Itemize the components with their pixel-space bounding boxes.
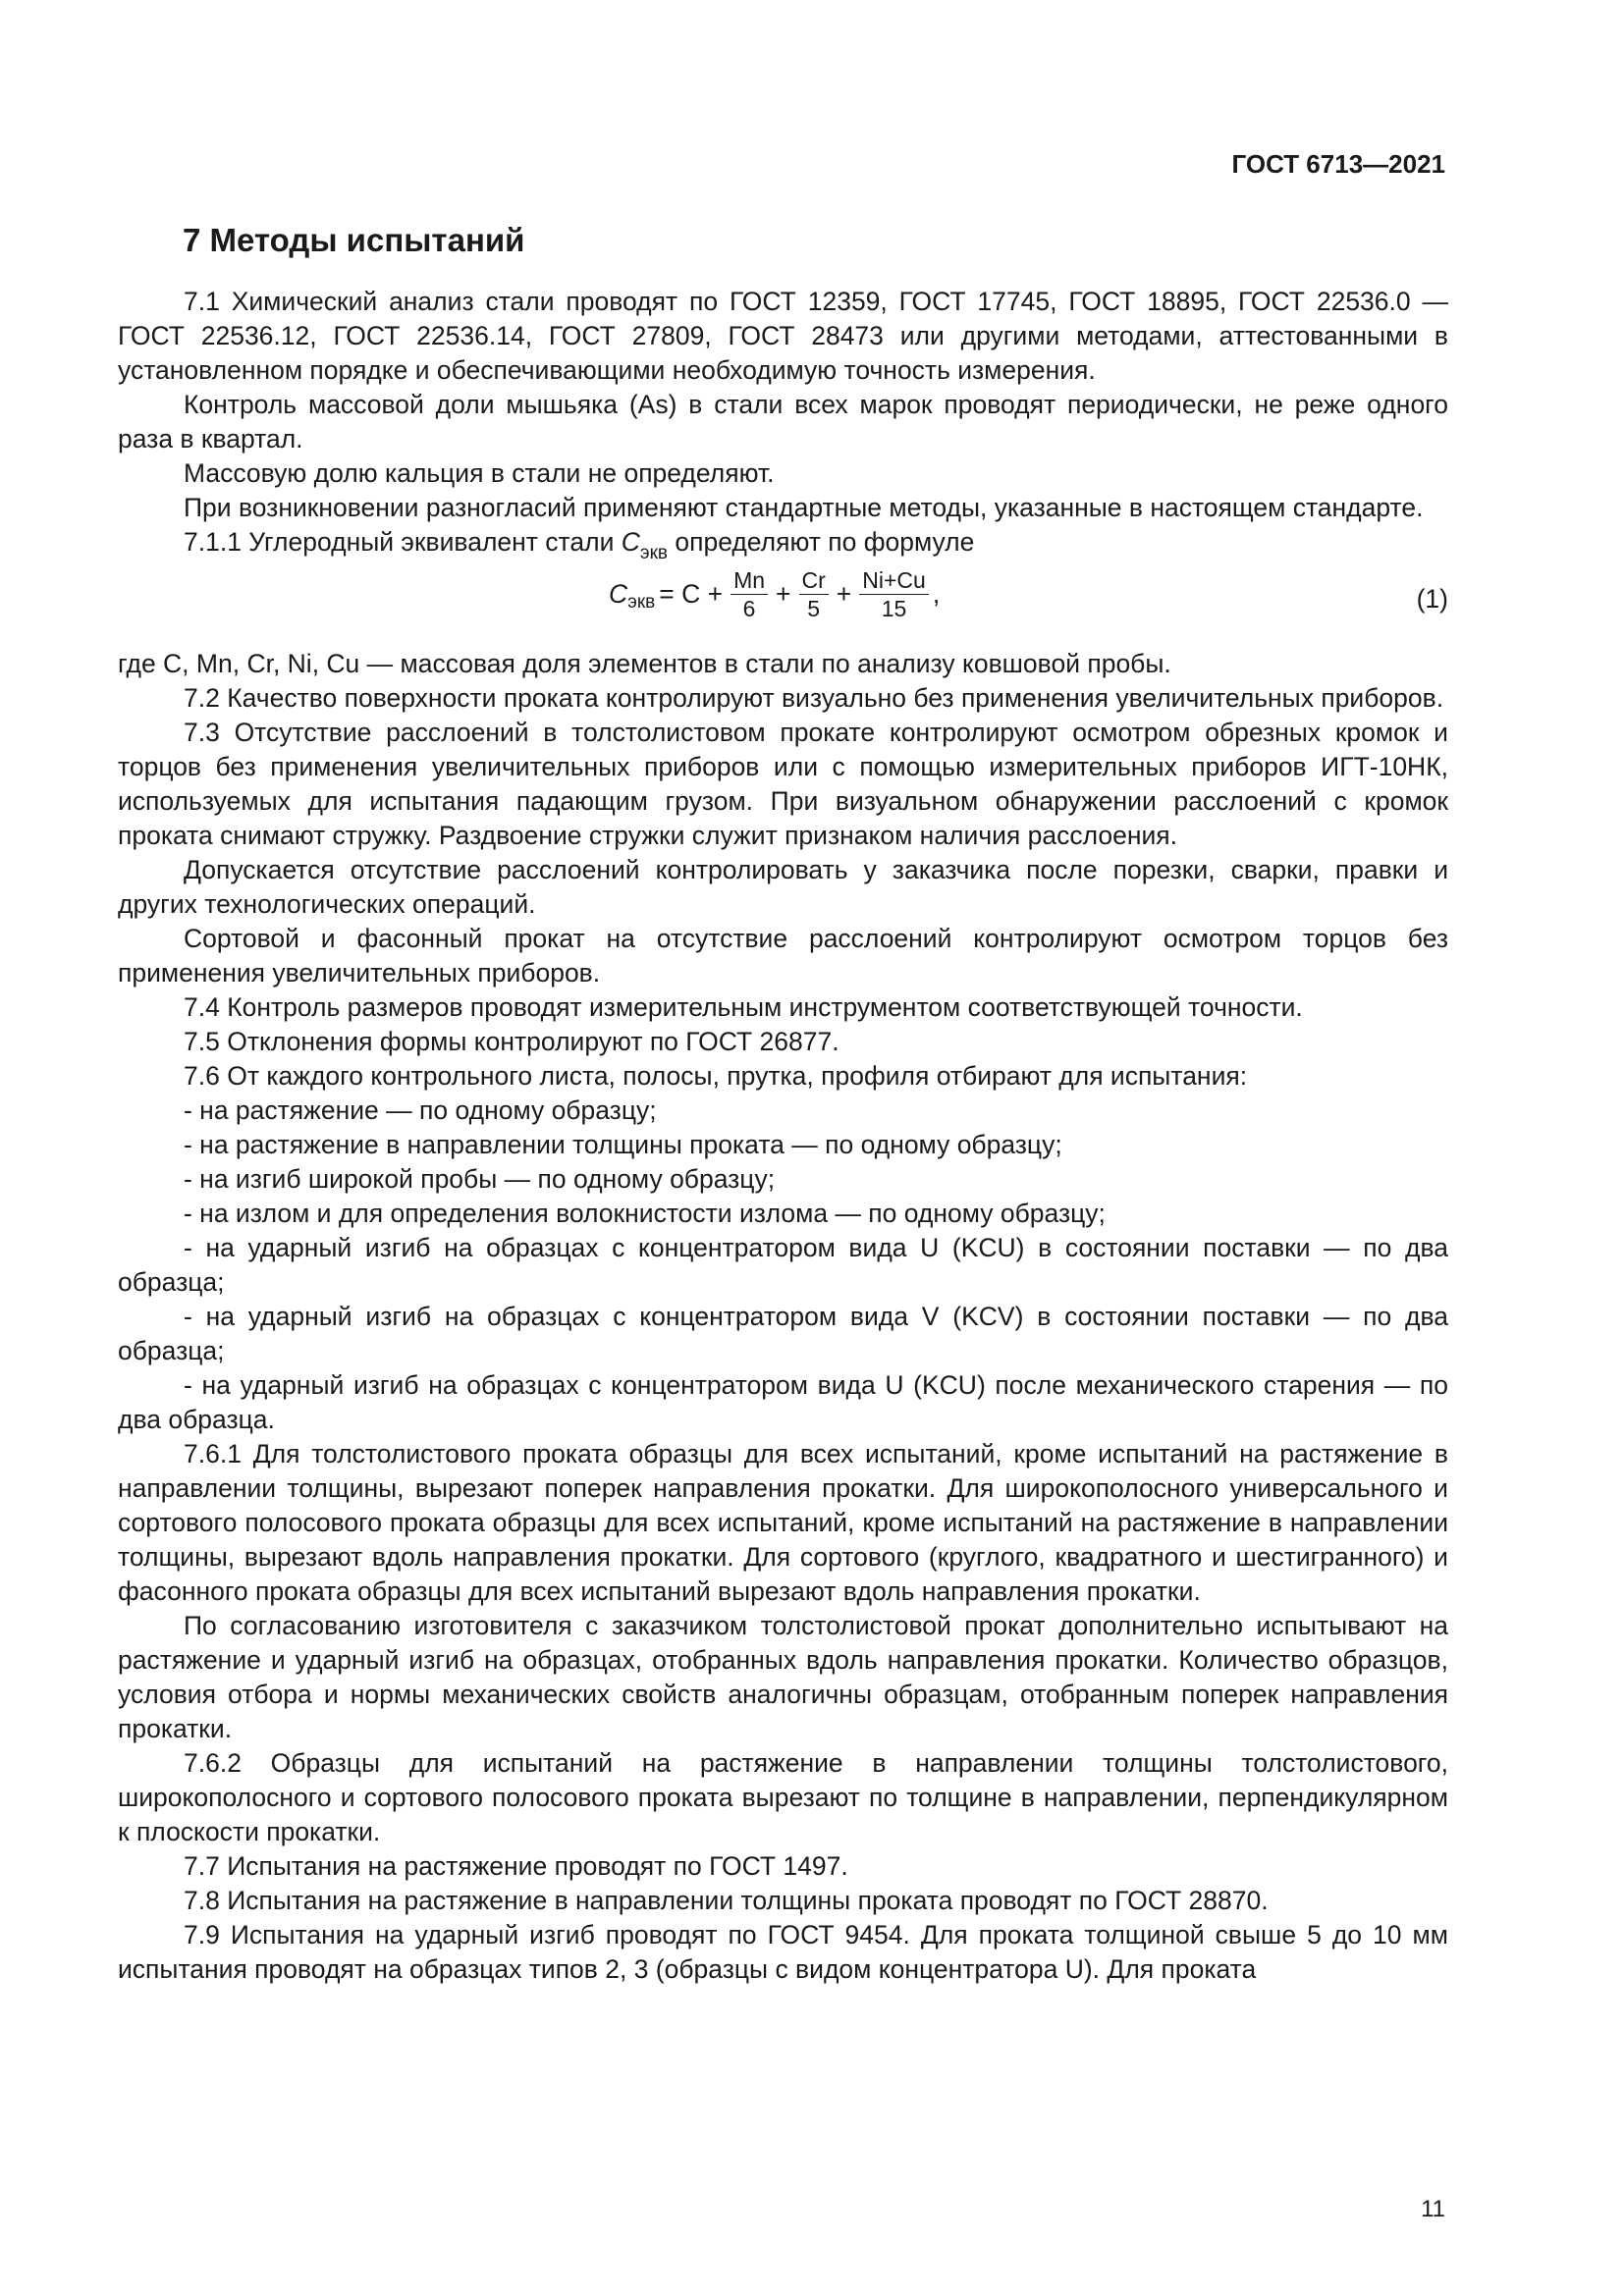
where-clause: где C, Mn, Cr, Ni, Cu — массовая доля элементов в стали по анализу ковшовой пробы. [118, 649, 1171, 678]
paragraph: 7.7 Испытания на растяжение проводят по ГОСТ 1497. [184, 1851, 848, 1881]
paragraph: 7.6 От каждого контрольного листа, полосы, прутка, профиля отбирают для испытания: [184, 1061, 1248, 1091]
paragraph: 7.6.2 Образцы для испытаний на растяжение в направлении толщины толстолистового, широкополосного и сортового полосового проката вырезают по толщине в направлении, перпендикулярном к плоскости прокатки. [118, 1748, 1448, 1846]
paragraph: По согласованию изготовителя с заказчиком толстолистовой прокат дополнительно испытывают на растяжение и ударный изгиб на образцах, отобранных вдоль направления прокатки. Количество образцов, условия отбора и нормы механических свойств аналогичны образцам, отобранным поперек направления прокатки. [118, 1611, 1448, 1743]
paragraph: - на растяжение в направлении толщины проката — по одному образцу; [184, 1130, 1062, 1159]
paragraph: 7.9 Испытания на ударный изгиб проводят по ГОСТ 9454. Для проката толщиной свыше 5 до 10 мм испытания проводят на образцах типов 2, 3 (образцы с видом концентратора U). Для проката [118, 1920, 1448, 1984]
paragraph: Допускается отсутствие расслоений контролировать у заказчика после порезки, сварки, правки и других технологических операций. [118, 855, 1448, 919]
standard-header: ГОСТ 6713—2021 [1231, 149, 1445, 179]
formula-comma: , [932, 579, 941, 609]
paragraph: - на растяжение — по одному образцу; [184, 1095, 657, 1125]
fraction-cr: $\frac{Cr}{5}$ [799, 566, 829, 622]
paragraph: 7.3 Отсутствие расслоений в толстолистовом прокате контролируют осмотром обрезных кромок и торцов без применения увеличительных приборов или с помощью измерительных приборов ИГТ-10НК, используемых для испытания падающим грузом. При визуальном обнаружении расслоений с кромок проката снимают стружку. Раздвоение стружки служит признаком наличия расслоения. [118, 718, 1448, 850]
paragraph: 7.1 Химический анализ стали проводят по ГОСТ 12359, ГОСТ 17745, ГОСТ 18895, ГОСТ 22536.0 — ГОСТ 22536.12, ГОСТ 22536.14, ГОСТ 27809, ГОСТ 28473 или другими методами, аттестованными в установленном порядке и обеспечивающими необходимую точность измерения. [118, 287, 1448, 385]
formula-expression [609, 566, 940, 622]
formula-plus-2: + [836, 579, 852, 609]
paragraphs-before-formula [118, 285, 1448, 525]
paragraph: 7.2 Качество поверхности проката контролируют визуально без применения увеличительных приборов. [184, 683, 1444, 713]
paragraph: - на ударный изгиб на образцах с концентратором вида U (KCU) после механического старения — по два образца. [118, 1370, 1448, 1434]
formula-lhs: C [609, 579, 628, 609]
paragraph: Контроль массовой доли мышьяка (As) в стали всех марок проводят периодически, не реже одного раза в квартал. [118, 390, 1448, 454]
paragraph: 7.5 Отклонения формы контролируют по ГОСТ 26877. [184, 1027, 839, 1056]
paragraph: Массовую долю кальция в стали не определяют. [184, 458, 775, 488]
section-title: 7 Методы испытаний [183, 222, 525, 258]
formula-plus-1: + [776, 579, 791, 609]
fraction-ni-cu: $\frac{Ni+Cu}{15}$ [859, 566, 929, 622]
c-subscript: экв [639, 543, 668, 563]
paragraph: - на ударный изгиб на образцах с концентратором вида V (KCV) в состоянии поставки — по два образца; [118, 1302, 1448, 1365]
paragraphs-after-formula [118, 681, 1448, 1987]
paragraph: - на ударный изгиб на образцах с концентратором вида U (KCU) в состоянии поставки — по два образца; [118, 1233, 1448, 1297]
paragraph: 7.4 Контроль размеров проводят измерительным инструментом соответствующей точности. [184, 992, 1303, 1022]
fraction-mn: $\frac{Mn}{6}$ [731, 566, 768, 622]
paragraph: 7.6.1 Для толстолистового проката образцы для всех испытаний, кроме испытаний на растяжение в направлении толщины, вырезают поперек направления прокатки. Для широкополосного универсального и сортового полосового проката образцы для всех испытаний, кроме испытаний на растяжение в направлении толщины, вырезают вдоль направления прокатки. Для сортового (круглого, квадратного и шестигранного) и фасонного проката образцы для всех испытаний вырезают вдоль направления прокатки. [118, 1439, 1448, 1606]
formula-lhs-sub: экв [627, 592, 656, 613]
paragraph: При возникновении разногласий применяют стандартные методы, указанные в настоящем стандарте. [184, 493, 1424, 522]
paragraph: - на излом и для определения волокнистости излома — по одному образцу; [184, 1199, 1106, 1228]
document-body [118, 285, 1448, 1987]
formula-equals: = C + [659, 579, 724, 609]
paragraph: 7.8 Испытания на растяжение в направлении толщины проката проводят по ГОСТ 28870. [184, 1886, 1269, 1915]
formula-1 [118, 562, 1448, 647]
paragraph: - на изгиб широкой пробы — по одному образцу; [184, 1164, 776, 1194]
c-symbol: C [621, 527, 640, 557]
paragraph: Сортовой и фасонный прокат на отсутствие расслоений контролируют осмотром торцов без применения увеличительных приборов. [118, 924, 1448, 988]
formula-number: (1) [1416, 584, 1448, 614]
paragraph-7-1-1: 7.1.1 Углеродный эквивалент стали $C_{экв}$ определяют по формуле [184, 527, 975, 563]
page-number: 11 [1421, 2196, 1445, 2222]
